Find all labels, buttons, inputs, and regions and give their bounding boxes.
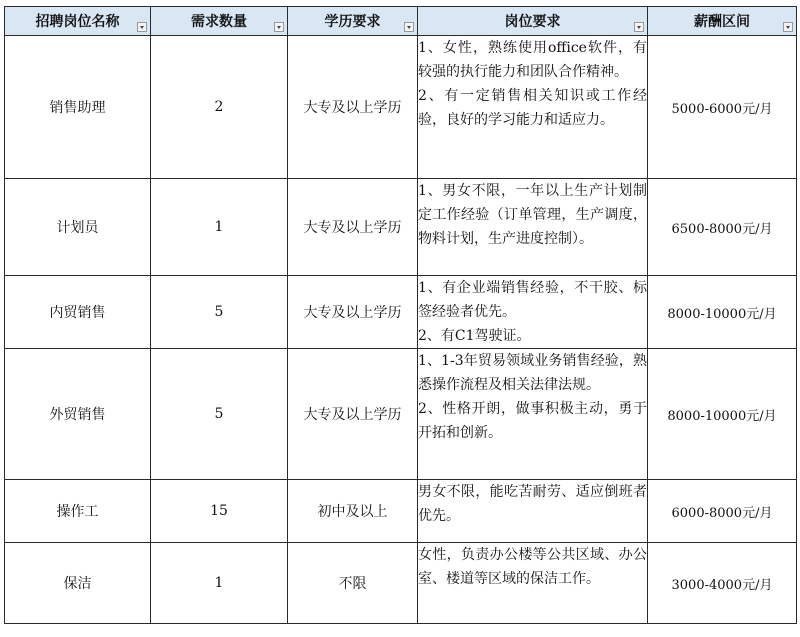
requirements-cell[interactable] [418,349,648,480]
header-position[interactable]: 招聘岗位名称 [5,7,151,36]
count-cell[interactable]: 1 [151,179,288,276]
requirement-line: 1、有企业端销售经验，不干胶、标签经验者优先。 [418,280,647,320]
requirement-line: 1、女性，熟练使用office软件，有较强的执行能力和团队合作精神。 [418,40,647,80]
recruitment-table [4,6,797,624]
education-cell[interactable]: 大专及以上学历 [288,349,418,480]
salary-cell[interactable]: 6000-8000元/月 [648,480,797,543]
table-row [5,349,797,480]
count-cell[interactable]: 15 [151,480,288,543]
requirement-line: 男女不限，能吃苦耐劳、适应倒班者优先。 [418,484,647,524]
requirement-line: 1、男女不限，一年以上生产计划制定工作经验（订单管理，生产调度，物料计划，生产进度控制）。 [418,183,647,247]
count-cell[interactable]: 2 [151,36,288,179]
position-cell[interactable]: 销售助理 [5,36,151,179]
requirements-cell[interactable] [418,543,648,624]
requirement-line: 1、1-3年贸易领域业务销售经验，熟悉操作流程及相关法律法规。 [418,353,647,393]
header-salary[interactable]: 薪酬区间 [648,7,797,36]
position-cell[interactable]: 计划员 [5,179,151,276]
requirement-line: 女性，负责办公楼等公共区域、办公室、楼道等区域的保洁工作。 [418,547,647,587]
education-cell[interactable]: 大专及以上学历 [288,179,418,276]
requirement-line: 2、有C1驾驶证。 [418,328,531,344]
filter-dropdown-icon[interactable] [404,22,414,32]
salary-cell[interactable]: 8000-10000元/月 [648,349,797,480]
count-cell[interactable]: 5 [151,276,288,349]
education-cell[interactable]: 初中及以上 [288,480,418,543]
position-cell[interactable]: 外贸销售 [5,349,151,480]
filter-dropdown-icon[interactable] [783,22,793,32]
filter-dropdown-icon[interactable] [137,22,147,32]
header-count[interactable]: 需求数量 [151,7,288,36]
salary-cell[interactable]: 3000-4000元/月 [648,543,797,624]
position-cell[interactable]: 操作工 [5,480,151,543]
table-row [5,543,797,624]
requirements-cell[interactable] [418,480,648,543]
filter-dropdown-icon[interactable] [634,22,644,32]
position-cell[interactable]: 保洁 [5,543,151,624]
salary-cell[interactable]: 8000-10000元/月 [648,276,797,349]
requirements-cell[interactable] [418,179,648,276]
table-row [5,179,797,276]
header-row [5,7,797,36]
education-cell[interactable]: 大专及以上学历 [288,276,418,349]
header-education[interactable]: 学历要求 [288,7,418,36]
requirements-cell[interactable] [418,276,648,349]
count-cell[interactable]: 1 [151,543,288,624]
salary-cell[interactable]: 5000-6000元/月 [648,36,797,179]
requirements-cell[interactable] [418,36,648,179]
requirement-line: 2、性格开朗，做事积极主动，勇于开拓和创新。 [418,401,647,441]
count-cell[interactable]: 5 [151,349,288,480]
education-cell[interactable]: 大专及以上学历 [288,36,418,179]
filter-dropdown-icon[interactable] [274,22,284,32]
header-requirements[interactable]: 岗位要求 [418,7,648,36]
table-row [5,276,797,349]
salary-cell[interactable]: 6500-8000元/月 [648,179,797,276]
education-cell[interactable]: 不限 [288,543,418,624]
table-row [5,480,797,543]
requirement-line: 2、有一定销售相关知识或工作经验，良好的学习能力和适应力。 [418,88,647,128]
table-row [5,36,797,179]
position-cell[interactable]: 内贸销售 [5,276,151,349]
